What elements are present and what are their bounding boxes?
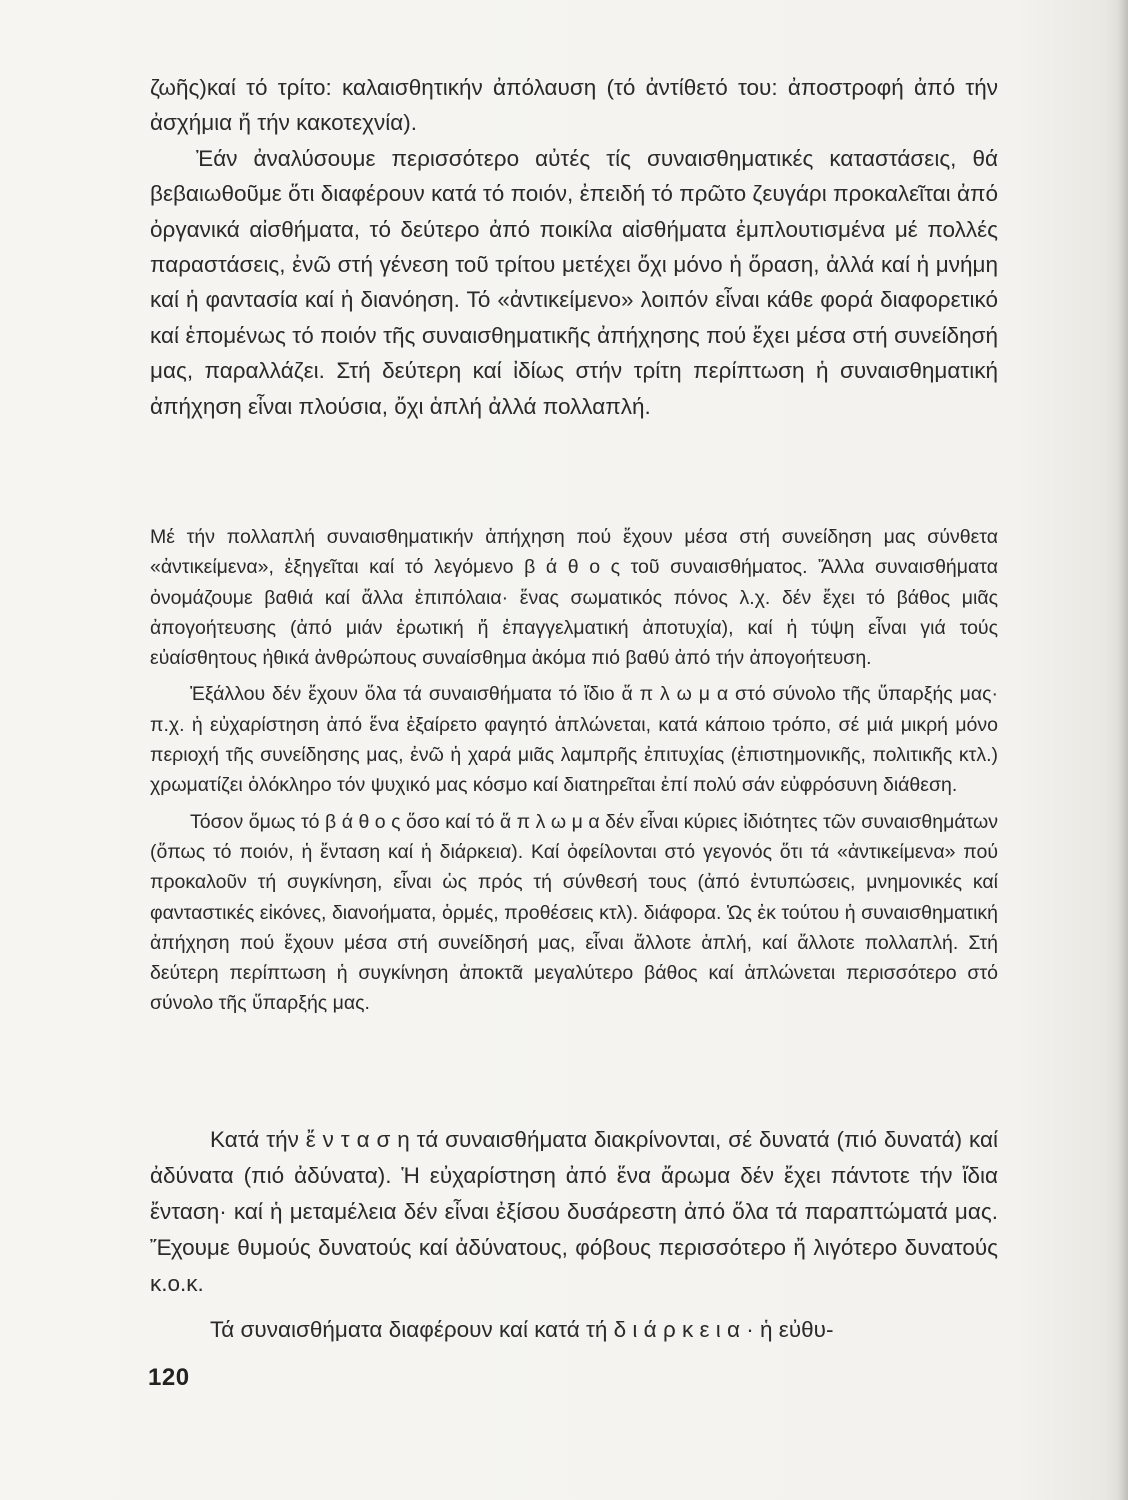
- paragraph-duration: Τά συναισθήματα διαφέρουν καί κατά τή δ ι ά ρ κ ε ι α · ἡ εὐθυ-: [210, 1317, 834, 1342]
- upper-text-block: [150, 70, 998, 424]
- paragraph-depth-extent-summary: Τόσον ὅμως τό β ά θ ο ς ὅσο καί τό ἅ π λ ω μ α δέν εἶναι κύριες ἰδιότητες τῶν συναισθημάτων (ὅπως τό ποιόν, ἡ ἔνταση καί ἡ διάρκεια). Καί ὀφείλονται στό γεγονός ὅτι τά «ἀντικείμενα» πού προκαλοῦν τή συγκίνηση, εἶναι ὡς πρός τή σύνθεσή τους (ἀπό ἐντυπώσεις, μνημονικές καί φανταστικές εἰκόνες, διανοήματα, ὁρμές, προθέσεις κτλ). διάφορα. Ὡς ἐκ τούτου ἡ συναισθηματική ἀπήχηση πού ἔχουν μέσα στή συνείδησή μας, εἶναι ἄλλοτε ἁπλή, καί ἄλλοτε πολλαπλή. Στή δεύτερη περίπτωση ἡ συγκίνηση ἀποκτᾶ μεγαλύτερο βάθος καί ἁπλώνεται περισσότερο στό σύνολο τῆς ὕπαρξής μας.: [150, 810, 998, 1015]
- small-print-text-block: [150, 522, 998, 1019]
- paragraph-analysis: Ἐάν ἀναλύσουμε περισσότερο αὐτές τίς συναισθηματικές καταστάσεις, θά βεβαιωθοῦμε ὅτι διαφέρουν κατά τό ποιόν, ἐπειδή τό πρῶτο ζευγάρι προκαλεῖται ἀπό ὀργανικά αἰσθήματα, τό δεύτερο ἀπό ποικίλα αἰσθήματα ἐμπλουτισμένα μέ πολλές παραστάσεις, ἐνῶ στή γένεση τοῦ τρίτου μετέχει ὄχι μόνο ἡ ὅραση, ἀλλά καί ἡ μνήμη καί ἡ φαντασία καί ἡ διανόηση. Τό «ἀντικείμενο» λοιπόν εἶναι κάθε φορά διαφορετικό καί ἑπομένως τό ποιόν τῆς συναισθηματικῆς ἀπήχησης πού ἔχει μέσα στή συνείδησή μας, παραλλάζει. Στή δεύτερη καί ἰδίως στήν τρίτη περίπτωση ἡ συναισθηματική ἀπήχηση εἶναι πλούσια, ὄχι ἁπλή ἀλλά πολλαπλή.: [150, 145, 998, 419]
- lower-text-block: [150, 1122, 998, 1348]
- page-number: 120: [148, 1364, 190, 1391]
- page-edge-shadow: [1118, 0, 1128, 1500]
- paragraph-continuation: ζωῆς)καί τό τρίτο: καλαισθητικήν ἀπόλαυση (τό ἀντίθετό του: ἀποστροφή ἀπό τήν ἀσχήμια ἤ τήν κακοτεχνία).: [150, 75, 998, 136]
- paragraph-intensity: Κατά τήν ἔ ν τ α σ η τά συναισθήματα διακρίνονται, σέ δυνατά (πιό δυνατά) καί ἀδύνατα (πιό ἀδύνατα). Ἡ εὐχαρίστηση ἀπό ἕνα ἄρωμα δέν ἔχει πάντοτε τήν ἴδια ἔνταση· καί ἡ μεταμέλεια δέν εἶναι ἐξίσου δυσάρεστη ἀπό ὅλα τά παραπτώματά μας. Ἔχουμε θυμούς δυνατούς καί ἀδύνατους, φόβους περισσότερο ἤ λιγότερο δυνατούς κ.ο.κ.: [150, 1127, 998, 1296]
- paragraph-extent: Ἐξάλλου δέν ἔχουν ὅλα τά συναισθήματα τό ἴδιο ἅ π λ ω μ α στό σύνολο τῆς ὕπαρξής μας· π.χ. ἡ εὐχαρίστηση ἀπό ἕνα ἐξαίρετο φαγητό ἁπλώνεται, κατά κάποιο τρόπο, σέ μιά μικρή μόνο περιοχή τῆς συνείδησης μας, ἐνῶ ἡ χαρά μιᾶς λαμπρῆς ἐπιτυχίας (ἐπιστημονικῆς, πολιτικῆς κτλ.) χρωματίζει ὁλόκληρο τόν ψυχικό μας κόσμο καί διατηρεῖται ἐπί πολύ σάν εὐφρόσυνη διάθεση.: [150, 683, 998, 797]
- paragraph-depth: Μέ τήν πολλαπλή συναισθηματικήν ἀπήχηση πού ἔχουν μέσα στή συνείδηση μας σύνθετα «ἀντικείμενα», ἐξηγεῖται καί τό λεγόμενο β ά θ ο ς τοῦ συναισθήματος. Ἄλλα συναισθήματα ὀνομάζουμε βαθιά καί ἄλλα ἐπιπόλαια· ἕνας σωματικός πόνος λ.χ. δέν ἔχει τό βάθος μιᾶς ἀπογοήτευσης (ἀπό μιάν ἐρωτική ἤ ἐπαγγελματική ἀποτυχία), καί ἡ τύψη εἶναι γιά τούς εὐαίσθητους ἠθικά ἀνθρώπους συναίσθημα ἀκόμα πιό βαθύ ἀπό τήν ἀπογοήτευση.: [150, 526, 998, 670]
